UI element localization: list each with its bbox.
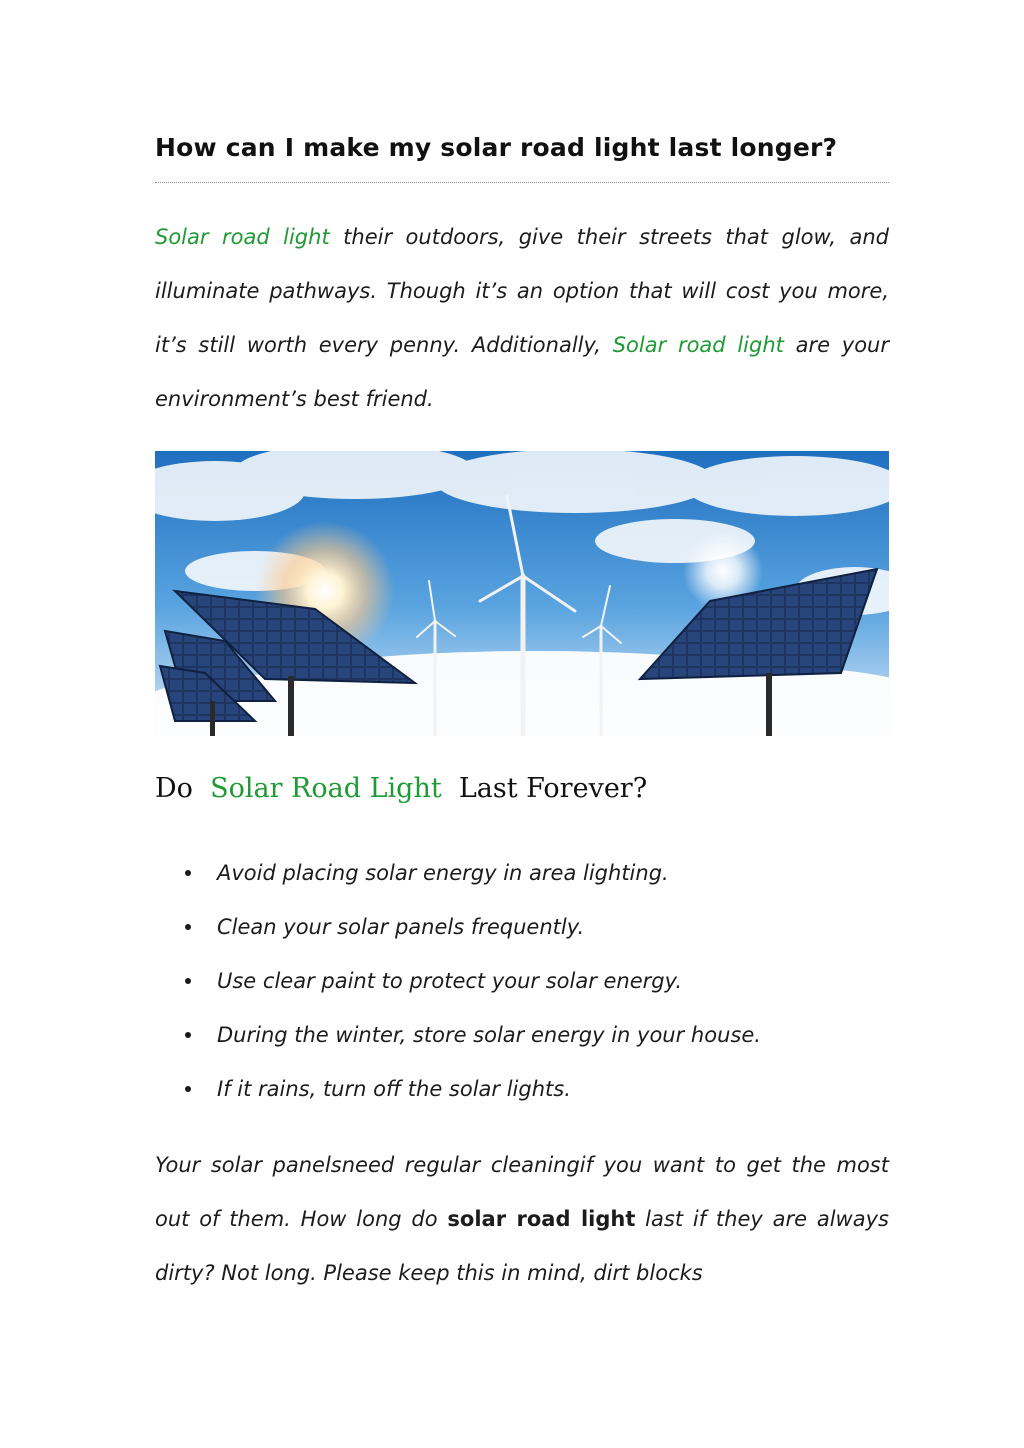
solar-road-light-link-2[interactable]: Solar road light xyxy=(612,333,784,357)
title-divider xyxy=(155,182,889,183)
tip-text: During the winter, store solar energy in your house. xyxy=(217,1023,761,1047)
section-heading xyxy=(155,773,647,804)
section-heading-post: Last Forever? xyxy=(441,773,648,804)
solar-road-light-link[interactable]: Solar road light xyxy=(155,225,330,249)
tip-text: Use clear paint to protect your solar energy. xyxy=(217,969,683,993)
tips-list xyxy=(155,846,889,1116)
section-heading-link[interactable]: Solar Road Light xyxy=(210,773,442,804)
tip-text: If it rains, turn off the solar lights. xyxy=(217,1077,571,1101)
tip-text: Clean your solar panels frequently. xyxy=(217,915,585,939)
intro-text-1: their outdoors, give their streets that glow, and illuminate pathways. Though it’s an option that will cost you more, it’s still worth every penny. Additionally, xyxy=(155,225,889,357)
list-item xyxy=(155,1008,889,1062)
tip-text: Avoid placing solar energy in area lighting. xyxy=(217,861,669,885)
list-item xyxy=(155,954,889,1008)
body-text-2: last if they are always dirty? Not long. Please keep this in mind, dirt blocks xyxy=(155,1207,889,1285)
bullet-icon xyxy=(185,1032,191,1038)
intro-paragraph xyxy=(155,210,889,426)
list-item xyxy=(155,846,889,900)
solar-panels-wind-turbines-photo xyxy=(155,451,889,736)
list-item xyxy=(155,900,889,954)
bullet-icon xyxy=(185,924,191,930)
list-item xyxy=(155,1062,889,1116)
page-title: How can I make my solar road light last longer? xyxy=(155,133,838,162)
bullet-icon xyxy=(185,1086,191,1092)
body-text-1: Your solar panelsneed regular cleaningif you want to get the most out of them. How long do xyxy=(155,1153,889,1231)
body-paragraph xyxy=(155,1138,889,1300)
intro-text-2: are your environment’s best friend. xyxy=(155,333,890,411)
bullet-icon xyxy=(185,978,191,984)
body-bold-term: solar road light xyxy=(447,1207,636,1231)
section-heading-pre: Do xyxy=(155,773,211,804)
bullet-icon xyxy=(185,870,191,876)
